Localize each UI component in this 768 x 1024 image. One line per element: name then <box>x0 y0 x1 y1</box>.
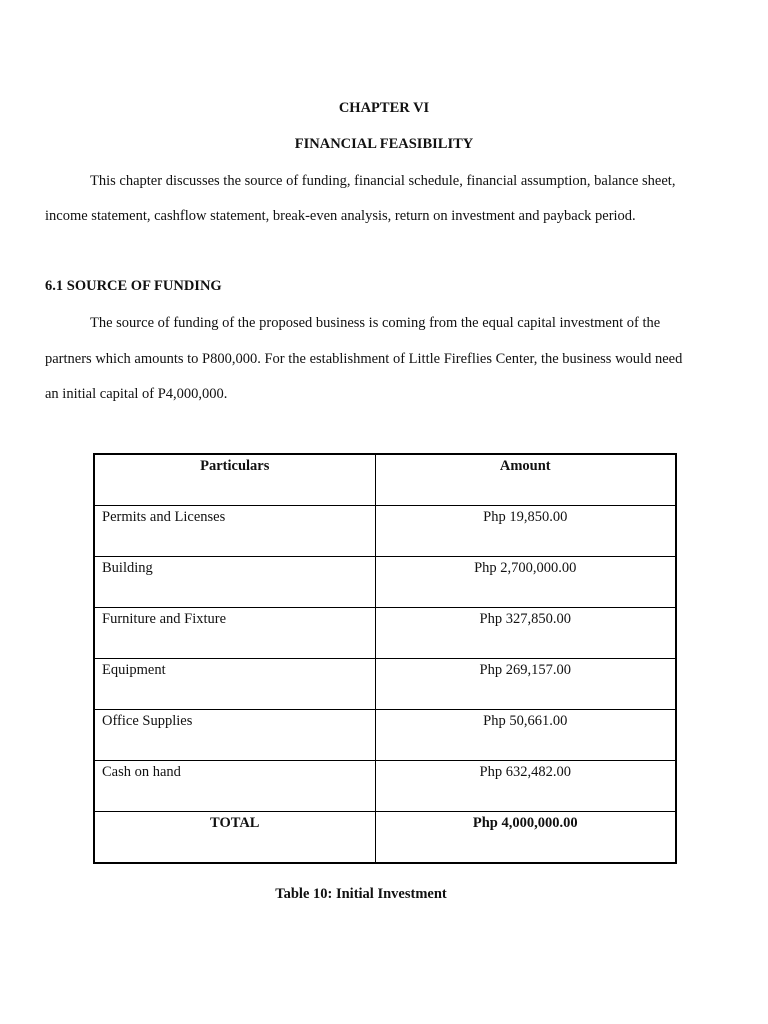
section-heading: 6.1 SOURCE OF FUNDING <box>45 278 222 294</box>
intro-line-2: income statement, cashflow statement, break-even analysis, return on investment and payback period. <box>45 208 636 224</box>
row-amount: Php 2,700,000.00 <box>375 557 676 608</box>
row-amount: Php 269,157.00 <box>375 659 676 710</box>
chapter-subtitle: FINANCIAL FEASIBILITY <box>294 136 474 152</box>
table-total-row <box>94 812 676 864</box>
table-row <box>94 608 676 659</box>
row-particular: Equipment <box>94 659 375 710</box>
table-row <box>94 659 676 710</box>
row-particular: Office Supplies <box>94 710 375 761</box>
row-particular: Permits and Licenses <box>94 506 375 557</box>
intro-line-1: This chapter discusses the source of funding, financial schedule, financial assumption, balance sheet, <box>90 173 676 189</box>
table-row <box>94 506 676 557</box>
row-amount: Php 327,850.00 <box>375 608 676 659</box>
initial-investment-table <box>93 453 677 864</box>
table-caption: Table 10: Initial Investment <box>275 886 447 902</box>
section-line-2: partners which amounts to P800,000. For the establishment of Little Fireflies Center, the business would need <box>45 351 683 367</box>
total-amount: Php 4,000,000.00 <box>375 812 676 864</box>
chapter-title: CHAPTER VI <box>338 100 430 116</box>
row-amount: Php 19,850.00 <box>375 506 676 557</box>
row-amount: Php 50,661.00 <box>375 710 676 761</box>
table-header-row <box>94 454 676 506</box>
row-amount: Php 632,482.00 <box>375 761 676 812</box>
header-amount: Amount <box>375 454 676 506</box>
row-particular: Furniture and Fixture <box>94 608 375 659</box>
section-line-1: The source of funding of the proposed business is coming from the equal capital investment of the <box>90 315 661 331</box>
section-line-3: an initial capital of P4,000,000. <box>45 386 228 402</box>
total-label: TOTAL <box>94 812 375 864</box>
row-particular: Building <box>94 557 375 608</box>
table-row <box>94 710 676 761</box>
header-particulars: Particulars <box>94 454 375 506</box>
row-particular: Cash on hand <box>94 761 375 812</box>
table-row <box>94 761 676 812</box>
table-row <box>94 557 676 608</box>
